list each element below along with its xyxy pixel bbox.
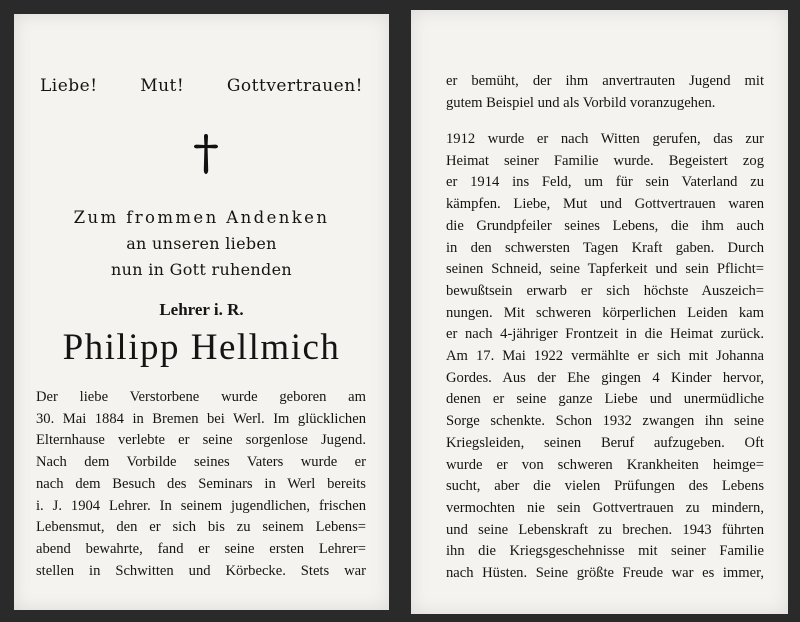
text-line: gutem Beispiel und als Vorbild voranzugehen. <box>446 94 716 111</box>
text-line: nungen. Mit schweren körperlichen Leiden kam <box>446 304 764 321</box>
text-line: denen er seine ganze Liebe und unermüdliche <box>446 391 764 408</box>
left-body-text <box>36 387 366 582</box>
text-line: vermochten nie sein Gottvertrauen zu mindern, <box>446 499 764 516</box>
text-line: 30. Mai 1884 in Bremen bei Werl. Im glücklichen <box>36 410 366 427</box>
text-line: sucht, aber die vielen Prüfungen des Lebens <box>446 478 764 495</box>
text-line: i. J. 1904 Lehrer. In seinem jugendlichen, frischen <box>36 497 366 514</box>
text-line: Am 17. Mai 1922 vermählte er sich mit Johanna <box>446 348 764 365</box>
deceased-name: Philipp Hellmich <box>62 327 341 368</box>
text-line: seinen Schneid, seine Tapferkeit und sein Pflicht= <box>446 261 764 278</box>
text-line: er bemüht, der ihm anvertrauten Jugend mit <box>446 73 764 89</box>
text-line: 1912 wurde er nach Witten gerufen, das zur <box>446 131 764 147</box>
motto <box>40 76 363 96</box>
motto-mut: Mut! <box>140 76 185 96</box>
text-line: Lebensmut, den er sich bis zu seinem Lebens= <box>36 519 366 536</box>
honorific-title: Lehrer i. R. <box>159 300 244 319</box>
cross-icon <box>192 132 220 176</box>
text-line: Elternhause verlebte er seine sorgenlose Jugend. <box>36 432 366 449</box>
text-line: kämpfen. Liebe, Mut und Gottvertrauen waren <box>446 196 764 213</box>
text-line: Der liebe Verstorbene wurde geboren am <box>36 389 366 405</box>
text-line: ihn die Kriegsgeschehnisse mit seiner Familie <box>446 543 764 560</box>
text-line: die Grundpfeiler seines Lebens, die ihm auch <box>446 217 764 234</box>
text-line: und seine Lebenskraft zu brechen. 1943 führten <box>446 521 764 538</box>
right-paragraph-2 <box>446 129 764 585</box>
left-page <box>14 14 389 610</box>
heading-unseren: an unseren lieben <box>126 234 277 253</box>
heading-ruhenden: nun in Gott ruhenden <box>111 260 292 279</box>
text-line: er nach 4-jähriger Frontzeit in die Heimat zurück. <box>446 326 764 343</box>
right-paragraph-1 <box>446 71 764 114</box>
text-line: nach Hüsten. Seine größte Freude war es immer, <box>446 565 764 582</box>
text-line: Gordes. Aus der Ehe gingen 4 Kinder hervor, <box>446 369 764 386</box>
text-line: Sorge schenkte. Schon 1932 zwangen ihn seine <box>446 413 764 430</box>
text-line: abend bewahrte, fand er seine ersten Lehrer= <box>36 540 366 557</box>
text-line: bewußtsein erwarb er sich höchste Auszeich= <box>446 282 764 299</box>
text-line: nach dem Besuch des Seminars in Werl bereits <box>36 475 366 492</box>
text-line: er 1914 ins Feld, um für sein Vaterland zu <box>446 174 764 191</box>
text-line: stellen in Schwitten und Körbecke. Stets war <box>36 562 366 579</box>
text-line: in den schwersten Tagen Kraft gaben. Durch <box>446 239 764 256</box>
right-page <box>411 10 788 614</box>
heading-andenken: Zum frommen Andenken <box>73 208 330 227</box>
motto-liebe: Liebe! <box>40 76 98 96</box>
text-line: Kriegsleiden, seinen Beruf aufzugeben. Oft <box>446 434 764 451</box>
text-line: Heimat seiner Familie wurde. Begeistert zog <box>446 152 764 169</box>
motto-gottvertrauen: Gottvertrauen! <box>226 76 363 96</box>
text-line: Nach dem Vorbilde seines Vaters wurde er <box>36 454 366 471</box>
text-line: wurde er von schweren Krankheiten heimge= <box>446 456 764 473</box>
